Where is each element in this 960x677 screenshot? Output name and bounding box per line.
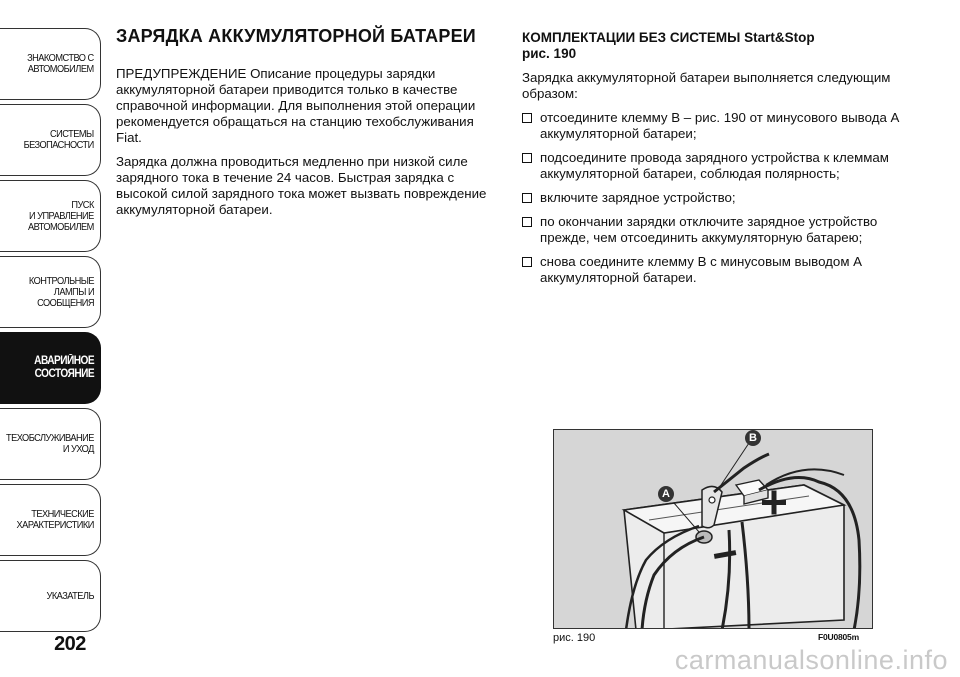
callout-b: B — [745, 430, 761, 446]
list-item: включите зарядное устройство; — [522, 190, 922, 206]
list-item: снова соедините клемму B с минусовым выводом A аккумуляторной батареи. — [522, 254, 922, 286]
checkbox-bullet-icon — [522, 217, 532, 227]
checkbox-bullet-icon — [522, 193, 532, 203]
checkbox-bullet-icon — [522, 257, 532, 267]
warning-paragraph — [116, 66, 496, 146]
tab-start-driving[interactable]: ПУСК И УПРАВЛЕНИЕ АВТОМОБИЛЕМ — [0, 180, 101, 252]
checkbox-bullet-icon — [522, 153, 532, 163]
tab-vehicle-intro[interactable]: ЗНАКОМСТВО С АВТОМОБИЛЕМ — [0, 28, 101, 100]
tab-safety-systems[interactable]: СИСТЕМЫ БЕЗОПАСНОСТИ — [0, 104, 101, 176]
watermark: carmanualsonline.info — [674, 645, 948, 675]
callout-a: A — [658, 486, 674, 502]
figure-caption: рис. 190 — [553, 632, 596, 644]
charging-paragraph: Зарядка должна проводиться медленно при низкой силе зарядного тока в течение 24 часов. Быстрая зарядка с высокой силой зарядного тока может вызвать повреждение аккумуляторной батареи. — [116, 154, 487, 217]
section-title: ЗАРЯДКА АККУМУЛЯТОРНОЙ БАТАРЕИ — [116, 26, 476, 46]
left-column — [116, 66, 496, 226]
subsection-figure-ref: рис. 190 — [522, 46, 577, 61]
procedure-intro: Зарядка аккумуляторной батареи выполняется следующим образом: — [522, 70, 891, 101]
page-number: 202 — [54, 633, 86, 655]
checkbox-bullet-icon — [522, 113, 532, 123]
tab-technical-specs[interactable]: ТЕХНИЧЕСКИЕ ХАРАКТЕРИСТИКИ — [0, 484, 101, 556]
tab-maintenance[interactable]: ТЕХОБСЛУЖИВАНИЕ И УХОД — [0, 408, 101, 480]
warning-text: Описание процедуры зарядки аккумуляторной батареи приводится только в качестве справочной информации. Для выполнения этой операции рекомендуется обращаться на станцию техобслуживания Fiat. — [116, 66, 476, 145]
tab-index[interactable]: УКАЗАТЕЛЬ — [0, 560, 101, 632]
tab-warning-lights[interactable]: КОНТРОЛЬНЫЕ ЛАМПЫ И СООБЩЕНИЯ — [0, 256, 101, 328]
figure-code: F0U0805m — [818, 632, 859, 642]
battery-illustration — [554, 430, 873, 629]
list-item: отсоедините клемму B – рис. 190 от минусового вывода A аккумуляторной батареи; — [522, 110, 922, 142]
warning-label: ПРЕДУПРЕЖДЕНИЕ — [116, 66, 247, 81]
list-item: подсоедините провода зарядного устройства к клеммам аккумуляторной батареи, соблюдая полярность; — [522, 150, 922, 182]
list-item: по окончании зарядки отключите зарядное устройство прежде, чем отсоединить аккумуляторную батарею; — [522, 214, 922, 246]
battery-figure — [553, 429, 873, 629]
subsection-title: КОМПЛЕКТАЦИИ БЕЗ СИСТЕМЫ Start&Stop — [522, 30, 815, 45]
right-column — [522, 30, 922, 294]
tab-emergency[interactable]: АВАРИЙНОЕ СОСТОЯНИЕ — [0, 332, 101, 404]
